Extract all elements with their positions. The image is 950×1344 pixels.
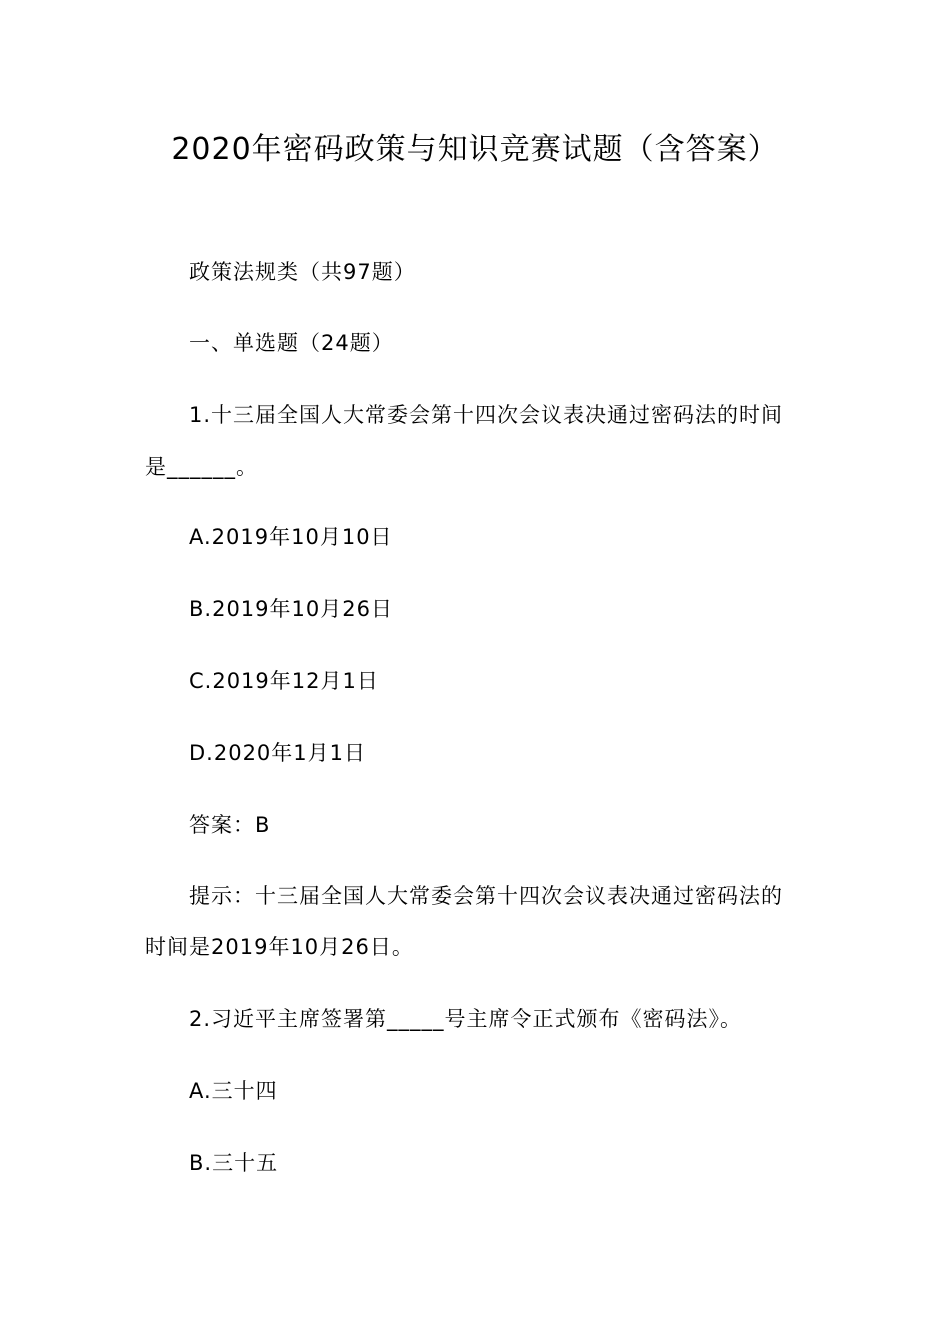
subsection-heading: 一、单选题（24题） [189, 331, 394, 355]
question-1-text-continued: 是______。 [145, 455, 258, 479]
document-title: 2020年密码政策与知识竞赛试题（含答案） [171, 132, 779, 167]
question-1-hint: 提示：十三届全国人大常委会第十四次会议表决通过密码法的 [189, 884, 783, 908]
section-heading: 政策法规类（共97题） [189, 260, 416, 284]
question-2-option-b: B.三十五 [189, 1151, 279, 1175]
question-2-option-a: A.三十四 [189, 1079, 278, 1103]
question-1-text: 1.十三届全国人大常委会第十四次会议表决通过密码法的时间 [189, 403, 784, 427]
question-1-answer: 答案：B [189, 813, 271, 837]
question-1-hint-continued: 时间是2019年10月26日。 [145, 935, 414, 959]
question-1-option-d: D.2020年1月1日 [189, 741, 367, 765]
question-1-option-b: B.2019年10月26日 [189, 597, 393, 621]
question-1-option-c: C.2019年12月1日 [189, 669, 379, 693]
question-1-option-a: A.2019年10月10日 [189, 525, 393, 549]
question-2-text: 2.习近平主席签署第_____号主席令正式颁布《密码法》。 [189, 1007, 743, 1031]
